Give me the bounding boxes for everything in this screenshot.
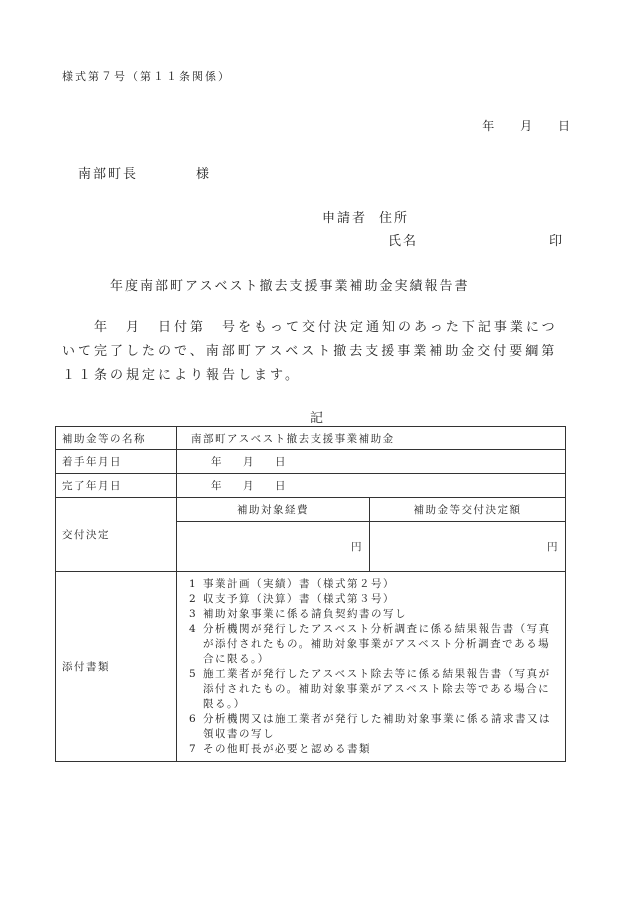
list-item: [189, 667, 557, 712]
item-text: 事業計画（実績）書（様式第２号）: [203, 577, 395, 590]
addressee-honorific: 様: [196, 167, 212, 182]
applicant-label: 申請者: [322, 211, 368, 226]
subsidy-name-label: 補助金等の名称: [56, 427, 177, 450]
list-item: [189, 622, 557, 667]
item-text: 補助対象事業に係る請負契約書の写し: [203, 607, 407, 620]
document-title: 年度南部町アスベスト撤去支援事業補助金実績報告書: [110, 279, 470, 294]
address-label: 住所: [379, 211, 410, 226]
item-text: その他町長が必要と認める書類: [203, 742, 371, 755]
submission-date: [460, 117, 570, 134]
start-day: 日: [275, 456, 287, 468]
attachments-list-cell: [177, 572, 566, 762]
start-date-label: 着手年月日: [56, 450, 177, 474]
item-number: 7: [189, 742, 198, 755]
end-date-value: [177, 474, 566, 498]
end-day: 日: [275, 480, 287, 492]
list-item: [189, 577, 557, 592]
year-label: 年: [482, 119, 495, 133]
item-number: 2: [189, 592, 198, 605]
seal-mark: 印: [549, 234, 563, 249]
body-line: 年 月 日付第 号をもって交付決定通知のあった下記事業につ: [62, 320, 558, 335]
table-row: [56, 450, 566, 474]
item-number: 1: [189, 577, 198, 590]
table-row: [56, 427, 566, 450]
form-number: 様式第７号（第１１条関係）: [62, 70, 231, 83]
subsidy-name-value: 南部町アスベスト撤去支援事業補助金: [177, 427, 566, 450]
item-number: 5: [189, 667, 198, 680]
report-body: [62, 316, 577, 388]
body-line: １１条の規定により報告します。: [62, 368, 301, 383]
item-text: 分析機関又は施工業者が発行した補助対象事業に係る請求書又は領収書の写し: [203, 712, 551, 740]
ki-heading: 記: [310, 411, 324, 426]
start-month: 月: [243, 456, 255, 468]
list-item: [189, 742, 557, 757]
item-number: 4: [189, 622, 198, 635]
eligible-cost-header: 補助対象経費: [177, 498, 370, 522]
grant-amount-header: 補助金等交付決定額: [370, 498, 566, 522]
start-year: 年: [211, 456, 223, 468]
list-item: [189, 712, 557, 742]
attachments-label: 添付書類: [56, 572, 177, 762]
list-item: [189, 592, 557, 607]
start-date-value: [177, 450, 566, 474]
table-row: [56, 572, 566, 762]
list-item: [189, 607, 557, 622]
addressee-name: 南部町長: [78, 167, 139, 182]
item-text: 分析機関が発行したアスベスト分析調査に係る結果報告書（写真が添付されたもの。補助対象事業がアスベスト分析調査である場合に限る。）: [203, 622, 551, 665]
day-label: 日: [557, 119, 570, 133]
table-row: [56, 474, 566, 498]
details-table: [55, 426, 566, 762]
eligible-cost-unit: 円: [177, 522, 370, 572]
addressee: [78, 163, 211, 182]
table-row: [56, 498, 566, 522]
grant-amount-unit: 円: [370, 522, 566, 572]
item-text: 収支予算（決算）書（様式第３号）: [203, 592, 395, 605]
item-text: 施工業者が発行したアスベスト除去等に係る結果報告書（写真が添付されたもの。補助対象事業がアスベスト除去等である場合に限る。）: [203, 667, 551, 710]
item-number: 3: [189, 607, 198, 620]
end-year: 年: [211, 480, 223, 492]
grant-decision-label: 交付決定: [56, 498, 177, 572]
applicant-name-label: 氏名: [388, 234, 419, 249]
end-month: 月: [243, 480, 255, 492]
body-line: いて完了したので、南部町アスベスト撤去支援事業補助金交付要綱第: [62, 344, 558, 359]
item-number: 6: [189, 712, 198, 725]
end-date-label: 完了年月日: [56, 474, 177, 498]
month-label: 月: [520, 119, 533, 133]
attachments-list: [189, 575, 557, 759]
applicant-address-line: [322, 207, 409, 226]
